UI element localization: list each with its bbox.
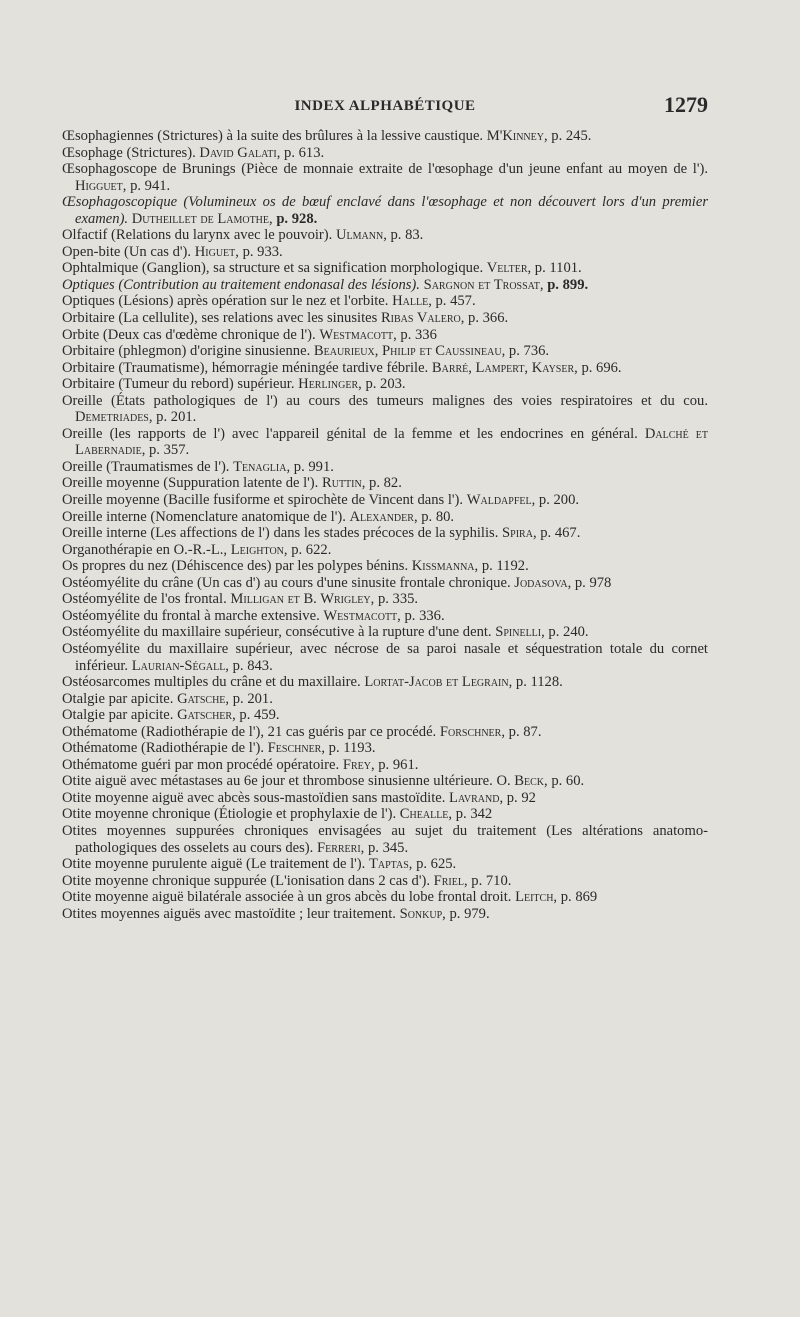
entry-page: p. 933.: [242, 243, 283, 260]
entry-title: Otite moyenne aiguë bilatérale associée à un gros abcès du lobe frontal droit.: [62, 889, 512, 906]
entry-authors: Dutheillet de Lamothe: [131, 210, 270, 227]
entry-authors: Beaurieux, Philip et Caussineau: [313, 343, 502, 360]
entry-authors: Ribas Valero: [380, 310, 461, 327]
entry-page: p. 928.: [276, 210, 318, 227]
entry-title: Olfactif (Relations du larynx avec le pouvoir).: [62, 227, 333, 244]
entry-page: p. 1128.: [515, 674, 563, 691]
entry-title: Otite moyenne chronique suppurée (L'ionisation dans 2 cas d').: [62, 872, 430, 889]
entry-page: p. 345.: [367, 839, 409, 856]
entry-page: p. 979.: [449, 905, 490, 922]
index-entry: Orbite (Deux cas d'œdème chronique de l'). Westmacott, p. 336: [62, 326, 437, 343]
entry-authors: David Galati: [199, 144, 277, 161]
entry-title: Os propres du nez (Déhiscence des) par les polypes bénins.: [62, 558, 409, 575]
page-header: [62, 92, 708, 128]
entry-page: p. 467.: [540, 525, 581, 542]
entry-title: Œsophage (Strictures).: [62, 144, 196, 161]
entry-title: Othématome (Radiothérapie de l').: [62, 740, 265, 757]
entry-authors: Westmacott: [323, 607, 398, 624]
entry-title: Ophtalmique (Ganglion), sa structure et sa signification morphologique.: [62, 260, 484, 277]
entry-title: Œsophagiennes (Strictures) à la suite des brûlures à la lessive caustique.: [62, 128, 484, 144]
entry-page: p. 622.: [291, 541, 332, 558]
entry-authors: Taptas: [368, 856, 409, 873]
entry-page: p. 87.: [508, 723, 542, 740]
running-title: INDEX ALPHABÉTIQUE: [294, 98, 476, 114]
entry-authors: Leighton: [230, 541, 284, 558]
entry-page: p. 459.: [239, 707, 280, 724]
entry-title: Oreille moyenne (Suppuration latente de l').: [62, 475, 319, 492]
index-entry: Oreille interne (Les affections de l') dans les stades précoces de la syphilis. Spira, p. 467.: [62, 525, 581, 542]
entry-authors: Spira: [502, 525, 533, 542]
entry-title: Othématome guéri par mon procédé opératoire.: [62, 756, 340, 773]
entry-authors: Sargnon et Trossat: [423, 276, 540, 293]
entry-title: Œsophagoscopique (Volumineux os de bœuf enclavé dans l'œsophage et non découvert lors d'un premier examen).: [62, 194, 708, 227]
entry-title: Orbitaire (Tumeur du rebord) supérieur.: [62, 376, 295, 393]
index-entry: Ostéomyélite du crâne (Un cas d') au cours d'une sinusite frontale chronique. Jodasova, p. 978: [62, 574, 612, 591]
entry-page: p. 245.: [551, 128, 592, 144]
entry-page: p. 203.: [365, 376, 406, 393]
entry-page: p. 82.: [369, 475, 402, 492]
index-entry: Otalgie par apicite. Gatscher, p. 459.: [62, 707, 280, 724]
index-entry: Ostéomyélite de l'os frontal. Milligan et B. Wrigley, p. 335.: [62, 591, 419, 608]
entry-authors: Feschner: [267, 740, 322, 757]
entry-page: p. 336.: [404, 607, 445, 624]
entry-page: p. 710.: [471, 872, 512, 889]
entry-page: p. 366.: [468, 310, 509, 327]
entry-title: Ostéomyélite du maxillaire supérieur, avec nécrose de sa paroi nasale et séquestration totale du cornet inférieur.: [62, 640, 708, 674]
entry-title: Otalgie par apicite.: [62, 707, 174, 724]
entry-page: p. 201.: [232, 690, 273, 707]
entry-authors: Dalché et Labernadie: [75, 425, 708, 459]
entry-authors: Laurian-Ségall: [131, 657, 226, 674]
entry-authors: Halle: [392, 293, 429, 310]
entry-authors: Frey: [342, 756, 371, 773]
entry-page: p. 335.: [377, 591, 419, 608]
entry-page: p. 899.: [547, 276, 589, 293]
entry-title: Orbitaire (La cellulite), ses relations avec les sinusites: [62, 310, 378, 327]
entry-authors: Spinelli: [495, 624, 542, 641]
index-entries: [62, 128, 708, 922]
index-entry: Oreille interne (Nomenclature anatomique de l'). Alexander, p. 80.: [62, 508, 455, 525]
entry-authors: Lavrand: [449, 789, 500, 806]
index-entry: Œsophagiennes (Strictures) à la suite des brûlures à la lessive caustique. M'Kinney, p. 245.: [62, 128, 592, 144]
entry-title: Otites moyennes suppurées chroniques envisagées au sujet du traitement (Les altérations anatomo-pathologiques des osselets au cours des).: [62, 822, 708, 856]
index-entry: Optiques (Contribution au traitement endonasal des lésions). Sargnon et Trossat, p. 899.: [62, 276, 589, 293]
index-entry: Oreille moyenne (Bacille fusiforme et spirochète de Vincent dans l'). Waldapfel, p. 200.: [62, 492, 580, 509]
entry-title: Otite moyenne purulente aiguë (Le traitement de l').: [62, 856, 366, 873]
entry-title: Œsophagoscope de Brunings (Pièce de monnaie extraite de l'œsophage d'un jeune enfant au moyen de l').: [62, 161, 708, 178]
index-entry: Otites moyennes suppurées chroniques envisagées au sujet du traitement (Les altérations anatomo-pathologiques des osselets au cours des). Ferreri, p. 345.: [62, 822, 708, 856]
index-entry: Ophtalmique (Ganglion), sa structure et sa signification morphologique. Velter, p. 1101.: [62, 260, 582, 277]
entry-page: p. 92: [506, 789, 536, 806]
entry-page: p. 1193.: [328, 740, 376, 757]
entry-authors: Sonkup: [399, 905, 443, 922]
entry-page: p. 978: [574, 574, 612, 591]
entry-page: p. 240.: [548, 624, 589, 641]
page-number: 1279: [664, 92, 708, 117]
entry-authors: Friel: [433, 872, 464, 889]
index-entry: Os propres du nez (Déhiscence des) par les polypes bénins. Kissmanna, p. 1192.: [62, 558, 529, 575]
index-entry: Ostéosarcomes multiples du crâne et du maxillaire. Lortat-Jacob et Legrain, p. 1128.: [62, 674, 563, 691]
entry-authors: Kissmanna: [411, 558, 475, 575]
entry-title: Open-bite (Un cas d').: [62, 243, 192, 260]
index-entry: Otite aiguë avec métastases au 6e jour et thrombose sinusienne ultérieure. O. Beck, p. 60.: [62, 773, 585, 790]
entry-authors: Jodasova: [514, 574, 568, 591]
entry-title: Ostéosarcomes multiples du crâne et du maxillaire.: [62, 674, 361, 691]
entry-title: Otites moyennes aiguës avec mastoïdite ; leur traitement.: [62, 905, 396, 922]
index-entry: Oreille (Traumatismes de l'). Tenaglia, p. 991.: [62, 458, 334, 475]
index-entry: Olfactif (Relations du larynx avec le pouvoir). Ulmann, p. 83.: [62, 227, 424, 244]
index-entry: Organothérapie en O.-R.-L., Leighton, p. 622.: [62, 541, 332, 558]
entry-page: p. 613.: [284, 144, 325, 161]
entry-page: p. 736.: [508, 343, 550, 360]
index-entry: Œsophagoscope de Brunings (Pièce de monnaie extraite de l'œsophage d'un jeune enfant au moyen de l'). Higguet, p. 941.: [62, 161, 708, 194]
entry-title: Oreille moyenne (Bacille fusiforme et spirochète de Vincent dans l').: [62, 492, 464, 509]
entry-page: p. 80.: [421, 508, 455, 525]
index-entry: Othématome guéri par mon procédé opératoire. Frey, p. 961.: [62, 756, 419, 773]
entry-authors: Waldapfel: [466, 492, 532, 509]
index-entry: Otite moyenne aiguë bilatérale associée à un gros abcès du lobe frontal droit. Leitch, p. 869: [62, 889, 598, 906]
entry-authors: Forschner: [439, 723, 502, 740]
index-entry: Œsophage (Strictures). David Galati, p. 613.: [62, 144, 325, 161]
entry-page: p. 869: [560, 889, 598, 906]
entry-page: p. 60.: [551, 773, 585, 790]
index-entry: Ostéomyélite du maxillaire supérieur, avec nécrose de sa paroi nasale et séquestration totale du cornet inférieur. Laurian-Ségall, p. 843.: [62, 640, 708, 674]
entry-page: p. 457.: [435, 293, 476, 310]
index-entry: Otite moyenne chronique (Étiologie et prophylaxie de l'). Chealle, p. 342: [62, 806, 493, 823]
index-entry: Orbitaire (La cellulite), ses relations avec les sinusites Ribas Valero, p. 366.: [62, 310, 509, 327]
index-entry: Oreille (États pathologiques de l') au cours des tumeurs malignes des voies respiratoires et du cou. Demetriades, p. 201.: [62, 392, 708, 426]
entry-authors: Leitch: [515, 889, 554, 906]
entry-title: Ostéomyélite du maxillaire supérieur, consécutive à la rupture d'une dent.: [62, 624, 492, 641]
index-entry: Oreille moyenne (Suppuration latente de l'). Ruttin, p. 82.: [62, 475, 402, 492]
index-entry: Œsophagoscopique (Volumineux os de bœuf enclavé dans l'œsophage et non découvert lors d'un premier examen). Dutheillet de Lamothe, p. 928.: [62, 194, 708, 227]
entry-title: Optiques (Contribution au traitement endonasal des lésions).: [62, 276, 420, 293]
entry-page: p. 1101.: [534, 260, 582, 277]
entry-page: p. 696.: [581, 359, 622, 376]
entry-title: Otite aiguë avec métastases au 6e jour et thrombose sinusienne ultérieure.: [62, 773, 493, 790]
entry-title: Otite moyenne chronique (Étiologie et prophylaxie de l').: [62, 806, 397, 823]
index-entry: Orbitaire (Tumeur du rebord) supérieur. Herlinger, p. 203.: [62, 376, 406, 393]
entry-title: Oreille (États pathologiques de l') au cours des tumeurs malignes des voies respiratoires et du cou.: [62, 392, 708, 409]
index-entry: Othématome (Radiothérapie de l'). Feschner, p. 1193.: [62, 740, 376, 757]
entry-authors: Tenaglia: [233, 458, 287, 475]
entry-page: p. 200.: [538, 492, 580, 509]
entry-authors: M'Kinney: [486, 128, 544, 144]
index-entry: Orbitaire (Traumatisme), hémorragie méningée tardive fébrile. Barré, Lampert, Kayser, p. 696.: [62, 359, 622, 376]
entry-authors: Herlinger: [298, 376, 359, 393]
entry-authors: Demetriades: [75, 409, 149, 426]
entry-page: p. 201.: [156, 409, 197, 426]
entry-title: Otite moyenne aiguë avec abcès sous-mastoïdien sans mastoïdite.: [62, 789, 446, 806]
entry-authors: Ruttin: [321, 475, 362, 492]
index-entry: Otites moyennes aiguës avec mastoïdite ; leur traitement. Sonkup, p. 979.: [62, 905, 490, 922]
entry-authors: O. Beck: [496, 773, 545, 790]
index-entry: Otite moyenne purulente aiguë (Le traitement de l'). Taptas, p. 625.: [62, 856, 457, 873]
index-entry: Ostéomyélite du maxillaire supérieur, consécutive à la rupture d'une dent. Spinelli, p. 240.: [62, 624, 589, 641]
index-entry: Open-bite (Un cas d'). Higuet, p. 933.: [62, 243, 283, 260]
index-entry: Otite moyenne aiguë avec abcès sous-mastoïdien sans mastoïdite. Lavrand, p. 92: [62, 789, 536, 806]
entry-title: Oreille (Traumatismes de l').: [62, 458, 230, 475]
entry-authors: Alexander: [349, 508, 414, 525]
entry-authors: Higguet: [75, 177, 123, 194]
entry-page: p. 336: [400, 326, 437, 343]
index-entry: Oreille (les rapports de l') avec l'appareil génital de la femme et les endocrines en général. Dalché et Labernadie, p. 357.: [62, 425, 708, 459]
entry-authors: Higuet: [194, 243, 236, 260]
entry-title: Ostéomyélite du crâne (Un cas d') au cours d'une sinusite frontale chronique.: [62, 574, 511, 591]
index-entry: Optiques (Lésions) après opération sur le nez et l'orbite. Halle, p. 457.: [62, 293, 476, 310]
entry-authors: Ferreri: [316, 839, 361, 856]
entry-title: Ostéomyélite du frontal à marche extensive.: [62, 607, 320, 624]
entry-authors: Westmacott: [319, 326, 394, 343]
entry-title: Orbitaire (Traumatisme), hémorragie méningée tardive fébrile.: [62, 359, 429, 376]
entry-authors: Gatsche: [177, 690, 226, 707]
entry-authors: Lortat-Jacob et Legrain: [364, 674, 509, 691]
entry-title: Optiques (Lésions) après opération sur le nez et l'orbite.: [62, 293, 389, 310]
entry-authors: Ulmann: [335, 227, 384, 244]
entry-title: Oreille interne (Les affections de l') dans les stades précoces de la syphilis.: [62, 525, 499, 542]
index-entry: Orbitaire (phlegmon) d'origine sinusienne. Beaurieux, Philip et Caussineau, p. 736.: [62, 343, 550, 360]
entry-authors: Velter: [486, 260, 528, 277]
entry-page: p. 342: [455, 806, 493, 823]
entry-title: Oreille interne (Nomenclature anatomique de l').: [62, 508, 346, 525]
entry-title: Organothérapie en O.-R.-L.,: [62, 541, 228, 558]
entry-page: p. 961.: [378, 756, 419, 773]
entry-page: p. 357.: [149, 442, 190, 459]
index-entry: Otite moyenne chronique suppurée (L'ionisation dans 2 cas d'). Friel, p. 710.: [62, 872, 512, 889]
index-entry: Otalgie par apicite. Gatsche, p. 201.: [62, 690, 273, 707]
entry-title: Ostéomyélite de l'os frontal.: [62, 591, 227, 608]
entry-page: p. 991.: [293, 458, 334, 475]
entry-page: p. 1192.: [481, 558, 529, 575]
entry-authors: Chealle: [399, 806, 449, 823]
entry-title: Oreille (les rapports de l') avec l'appareil génital de la femme et les endocrines en général.: [62, 425, 638, 442]
entry-page: p. 625.: [416, 856, 457, 873]
entry-page: p. 83.: [390, 227, 424, 244]
entry-title: Otalgie par apicite.: [62, 690, 174, 707]
entry-page: p. 941.: [130, 177, 171, 194]
entry-title: Othématome (Radiothérapie de l'), 21 cas guéris par ce procédé.: [62, 723, 437, 740]
entry-authors: Gatscher: [177, 707, 233, 724]
entry-title: Orbite (Deux cas d'œdème chronique de l').: [62, 326, 316, 343]
entry-authors: Barré, Lampert, Kayser: [431, 359, 575, 376]
entry-authors: Milligan et B. Wrigley: [230, 591, 371, 608]
entry-page: p. 843.: [232, 657, 273, 674]
index-entry: Othématome (Radiothérapie de l'), 21 cas guéris par ce procédé. Forschner, p. 87.: [62, 723, 542, 740]
entry-title: Orbitaire (phlegmon) d'origine sinusienne.: [62, 343, 311, 360]
index-entry: Ostéomyélite du frontal à marche extensive. Westmacott, p. 336.: [62, 607, 445, 624]
